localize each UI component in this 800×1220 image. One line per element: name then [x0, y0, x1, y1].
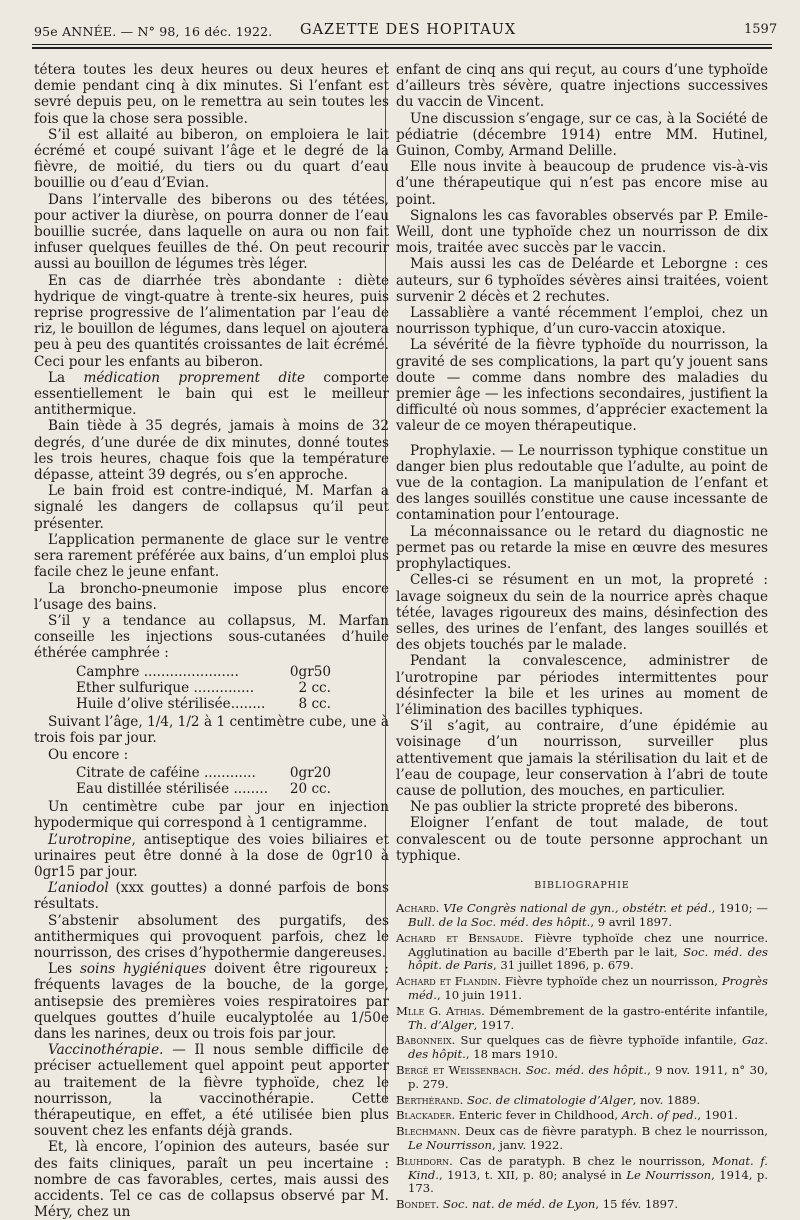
paragraph: [34, 961, 389, 1042]
journal-title: GAZETTE DES HOPITAUX: [300, 22, 517, 38]
bibliography-entry: [396, 1125, 768, 1153]
author: Blechmann.: [396, 1124, 461, 1139]
paragraph: Elle nous invite à beaucoup de prudence vis-à-vis d’une thérapeutique qui n’est pas encore mise au point.: [396, 159, 768, 208]
bibliography-entry: [396, 932, 768, 973]
text: Fièvre typhoïde chez un nourrisson,: [501, 974, 722, 989]
text: , 1914, p. 173.: [408, 1167, 768, 1196]
issue-info: 95e ANNÉE. — N° 98, 16 déc. 1922.: [34, 24, 273, 39]
formula-camphor: [76, 664, 389, 713]
author: Bergé et Weissenbach.: [396, 1062, 522, 1077]
formula-line: [76, 680, 331, 696]
text: Enteric fever in Childhood,: [455, 1108, 622, 1123]
text: La: [48, 369, 84, 386]
dose: 8 cc.: [298, 695, 331, 712]
bibliography-entry: [396, 1034, 768, 1062]
paragraph: Un centimètre cube par jour en injection hypodermique qui correspond à 1 centigramme.: [34, 799, 389, 832]
formula-line: [76, 696, 331, 712]
paragraph: Suivant l’âge, 1/4, 1/2 à 1 centimètre cube, une à trois fois par jour.: [34, 714, 389, 747]
paragraph: [34, 1042, 389, 1139]
source: Soc. de climatologie d’Alger: [466, 1092, 633, 1107]
text: , 1917.: [473, 1017, 515, 1032]
paragraph: La broncho-pneumonie impose plus encore l’usage des bains.: [34, 580, 389, 613]
bibliography-entry: [396, 975, 768, 1003]
bibliography-entry: [396, 1064, 768, 1092]
text: , 15 fév. 1897.: [595, 1197, 679, 1212]
bibliography-entry: [396, 1005, 768, 1033]
text: , 10 juin 1911.: [436, 987, 522, 1002]
left-column: [34, 62, 389, 1220]
header-rule-thin: [32, 44, 772, 45]
text: Démembrement de la gastro-entérite infantile,: [484, 1003, 769, 1018]
paragraph: En cas de diarrhée très abondante : diète hydrique de vingt-quatre à trente-six heures, puis reprise progressive de l’alimentation par l’eau de riz, le bouillon de légumes, dans lequel on ajoutera peu à peu des quantités croissantes de lait écrémé. Ceci pour les enfants au biberon.: [34, 272, 389, 370]
bibliography-entry: [396, 1094, 768, 1108]
paragraph: tétera toutes les deux heures ou deux heures et demie pendant cinq à dix minutes. Si l’enfant est sevré depuis peu, on le remettra au sein toutes les fois que la chose sera possible.: [34, 62, 389, 127]
page-number: 1597: [744, 22, 778, 37]
paragraph: [34, 370, 389, 419]
text: , 31 juillet 1896, p. 679.: [492, 958, 634, 973]
text: , janv. 1922.: [491, 1137, 564, 1152]
section-heading: Prophylaxie.: [410, 442, 496, 459]
paragraph: [396, 443, 768, 524]
paragraph: L’application permanente de glace sur le ventre sera rarement préférée aux bains, d’un emploi plus facile chez le jeune enfant.: [34, 531, 389, 581]
paragraph: S’il est allaité au biberon, on emploiera le lait écrémé et coupé suivant l’âge et le degré de la fièvre, de moitié, du tiers ou du quart d’eau bouillie ou d’eau d’Evian.: [34, 126, 389, 192]
text: , 1913, t. XII, p. 80; analysé in: [438, 1167, 627, 1182]
paragraph: Mais aussi les cas de Deléarde et Leborgne : ces auteurs, sur 6 typhoïdes sévères ainsi traitées, voient survenir 2 décès et 2 rechutes.: [396, 256, 768, 305]
source: Gaz. des hôpit.: [408, 1033, 768, 1062]
ingredient: Ether sulfurique ..............: [76, 679, 255, 696]
paragraph: enfant de cinq ans qui reçut, au cours d’une typhoïde d’ailleurs très sévère, quatre injections successives du vaccin de Vincent.: [396, 62, 768, 111]
text: , 9 avril 1897.: [590, 914, 673, 929]
paragraph: S’abstenir absolument des purgatifs, des antithermiques qui provoquent parfois, chez le nourrisson, des crises d’hypothermie dangereuses.: [34, 912, 389, 961]
author: Achard et Flandin.: [396, 974, 502, 989]
dose: 2 cc.: [298, 679, 331, 696]
source: Monat. f. Kind.: [408, 1153, 768, 1182]
text: Deux cas de fièvre paratyph. B chez le nourrisson,: [460, 1124, 768, 1139]
paragraph: S’il y a tendance au collapsus, M. Marfan conseille les injections sous-cutanées d’huile éthérée camphrée :: [34, 612, 389, 662]
paragraph: La méconnaissance ou le retard du diagnostic ne permet pas ou retarde la mise en œuvre des mesures prophylactiques.: [396, 523, 768, 573]
text: — Il nous semble difficile de préciser actuellement quel appoint peut apporter au traitement de la fièvre typhoïde, chez le nourrisson, la vaccinothérapie. Cette thérapeutique, en effet, a été utilisée bien plus souvent chez les enfants déjà grands.: [34, 1042, 389, 1140]
author: Achard et Bensaude.: [396, 930, 524, 945]
paragraph: Bain tiède à 35 degrés, jamais à moins de 32 degrés, d’une durée de dix minutes, donné toutes les trois heures, chaque fois que la température dépasse, atteint 39 degrés, ou s’en approche.: [34, 418, 389, 484]
text: (xxx gouttes) a donné parfois de bons résultats.: [34, 880, 389, 913]
page-header: [0, 0, 800, 50]
paragraph: Pendant la convalescence, administrer de l’urotropine par périodes intermittentes pour désinfecter la bile et les urines au moment de l’élimination des bacilles typhiques.: [396, 653, 768, 718]
paragraph: La sévérité de la fièvre typhoïde du nourrisson, la gravité de ses complications, la part qu’y jouent sans doute — comme dans nombre des maladies du premier âge — les infections secondaires, justifient la difficulté où nous sommes, d’apprécier exactement la valeur de ce moyen thérapeutique.: [396, 337, 768, 435]
text: — Le nourrisson typhique constitue un danger bien plus redoutable que l’adulte, au point de vue de la contagion. La manipulation de l’enfant et des langes souillés constitue une cause incessante de contamination pour l’entourage.: [396, 442, 768, 524]
text: Cas de paratyph. B chez le nourrisson,: [452, 1153, 713, 1168]
emphasis: soins hygiéniques: [79, 961, 207, 978]
formula-line: [76, 765, 331, 781]
bibliography-list: [396, 902, 768, 1212]
paragraph: Et, là encore, l’opinion des auteurs, basée sur des faits cliniques, paraît un peu incertaine : nombre de cas favorables, certes, mais aussi des accidents. Tel ce cas de collapsus observé par M. Méry, chez un: [34, 1139, 389, 1220]
source: VIe Congrès national de gyn., obstétr. et péd.: [443, 901, 712, 916]
emphasis: L’aniodol: [48, 880, 109, 897]
text: comporte essentiellement le bain qui est le meilleur antithermique.: [34, 369, 390, 419]
header-rule-thick: [32, 47, 772, 49]
text: doivent être rigoureux : fréquents lavages de la bouche, de la gorge, antisepsie des premières voies respiratoires par quelques gouttes d’huile eucalyptolée au 1/50e dans les narines, deux ou trois fois par jour.: [34, 961, 389, 1042]
author: Babonneix.: [396, 1033, 456, 1048]
ingredient: Citrate de caféine ............: [76, 764, 256, 781]
author: Berthérand.: [396, 1092, 464, 1107]
paragraph: S’il s’agit, au contraire, d’une épidémie au voisinage d’un nourrisson, surveiller plus attentivement que jamais la stérilisation du lait et de l’eau de coupage, leur conservation à l’abri de toute cause de pollution, des mouches, en particulier.: [396, 718, 768, 799]
paragraph: Ne pas oublier la stricte propreté des biberons.: [410, 799, 739, 816]
ingredient: Camphre ......................: [76, 663, 239, 680]
text: Sur quelques cas de fièvre typhoïde infantile,: [455, 1033, 743, 1048]
dose: 0gr20: [289, 764, 331, 781]
text: Fièvre typhoïde chez une nourrice. Agglutination au bacille d’Eberth par le lait,: [408, 930, 769, 959]
text: Les: [48, 961, 80, 978]
text: , 9 nov. 1911, n° 30, p. 279.: [408, 1062, 769, 1091]
text: , 18 mars 1910.: [465, 1047, 558, 1062]
source: Le Nourrisson: [408, 1137, 492, 1152]
emphasis: L’urotropine: [48, 831, 132, 848]
bibliography-title: BIBLIOGRAPHIE: [534, 879, 630, 891]
paragraph: [34, 832, 389, 881]
paragraph: Signalons les cas favorables observés par P. Emile-Weill, dont une typhoïde chez un nourrisson de dix mois, traitée avec succès par le vaccin.: [396, 207, 768, 257]
text: , 1910; —: [711, 901, 768, 916]
source: Soc. méd. des hôpit. de Paris: [408, 944, 769, 973]
formula-caffeine: [76, 765, 389, 797]
dose: 0gr50: [289, 663, 331, 680]
source: Th. d’Alger: [408, 1017, 474, 1032]
paragraph: Une discussion s’engage, sur ce cas, à la Société de pédiatrie (décembre 1914) entre MM. Hutinel, Guinon, Comby, Armand Delille.: [396, 110, 768, 160]
source: Bull. de la Soc. méd. des hôpit.: [408, 914, 591, 929]
formula-line: [76, 781, 331, 797]
source: Le Nourrisson: [626, 1167, 712, 1182]
source: Soc. nat. de méd. de Lyon: [443, 1197, 596, 1212]
author: Achard.: [396, 901, 440, 916]
author: Bondet.: [396, 1197, 440, 1212]
author: Bluhdorn.: [396, 1153, 453, 1168]
emphasis: médication proprement dite: [83, 369, 306, 386]
bibliography-entry: [396, 1109, 768, 1123]
text: , antiseptique des voies biliaires et urinaires peut être donné à la dose de 0gr10 à 0gr15 par jour.: [34, 831, 389, 880]
paragraph: Ou encore :: [48, 746, 129, 763]
text: , nov. 1889.: [632, 1092, 701, 1107]
paragraph: [34, 880, 389, 912]
formula-line: [76, 664, 331, 680]
paragraph: Celles-ci se résument en un mot, la propreté : lavage soigneux du sein de la nourrice après chaque tétée, lavages rigoureux des mains, désinfection des selles, des urines de l’enfant, des langes souillés et des objets touchés par le malade.: [396, 572, 768, 654]
bibliography-entry: [396, 902, 768, 930]
source: Progrès méd.: [408, 974, 768, 1002]
bibliography-entry: [396, 1198, 768, 1212]
ingredient: Huile d’olive stérilisée........: [76, 695, 266, 712]
author: Blackader.: [396, 1108, 456, 1123]
section-heading: Vaccinothérapie.: [48, 1042, 164, 1059]
right-column: [396, 62, 768, 1214]
ingredient: Eau distillée stérilisée ........: [76, 780, 269, 797]
bibliography-entry: [396, 1155, 768, 1196]
text: , 1901.: [697, 1108, 738, 1123]
source: Soc. méd. des hôpit.: [525, 1062, 648, 1077]
dose: 20 cc.: [289, 780, 331, 797]
author: Mlle G. Athias.: [396, 1003, 485, 1018]
paragraph: Eloigner l’enfant de tout malade, de tout convalescent ou de toute personne approchant un typhique.: [396, 815, 768, 864]
source: Arch. of ped.: [621, 1108, 698, 1123]
paragraph: Le bain froid est contre-indiqué, M. Marfan a signalé les dangers de collapsus qu’il peut présenter.: [34, 483, 389, 532]
paragraph: Lassablière a vanté récemment l’emploi, chez un nourrisson typhique, d’un curo-vaccin atoxique.: [396, 305, 768, 338]
paragraph: Dans l’intervalle des biberons ou des tétées, pour activer la diurèse, on pourra donner de l’eau bouillie sucrée, dans laquelle on aura ou non fait infuser quelques feuilles de thé. On peut recourir aussi au bouillon de légumes très léger.: [34, 191, 389, 273]
